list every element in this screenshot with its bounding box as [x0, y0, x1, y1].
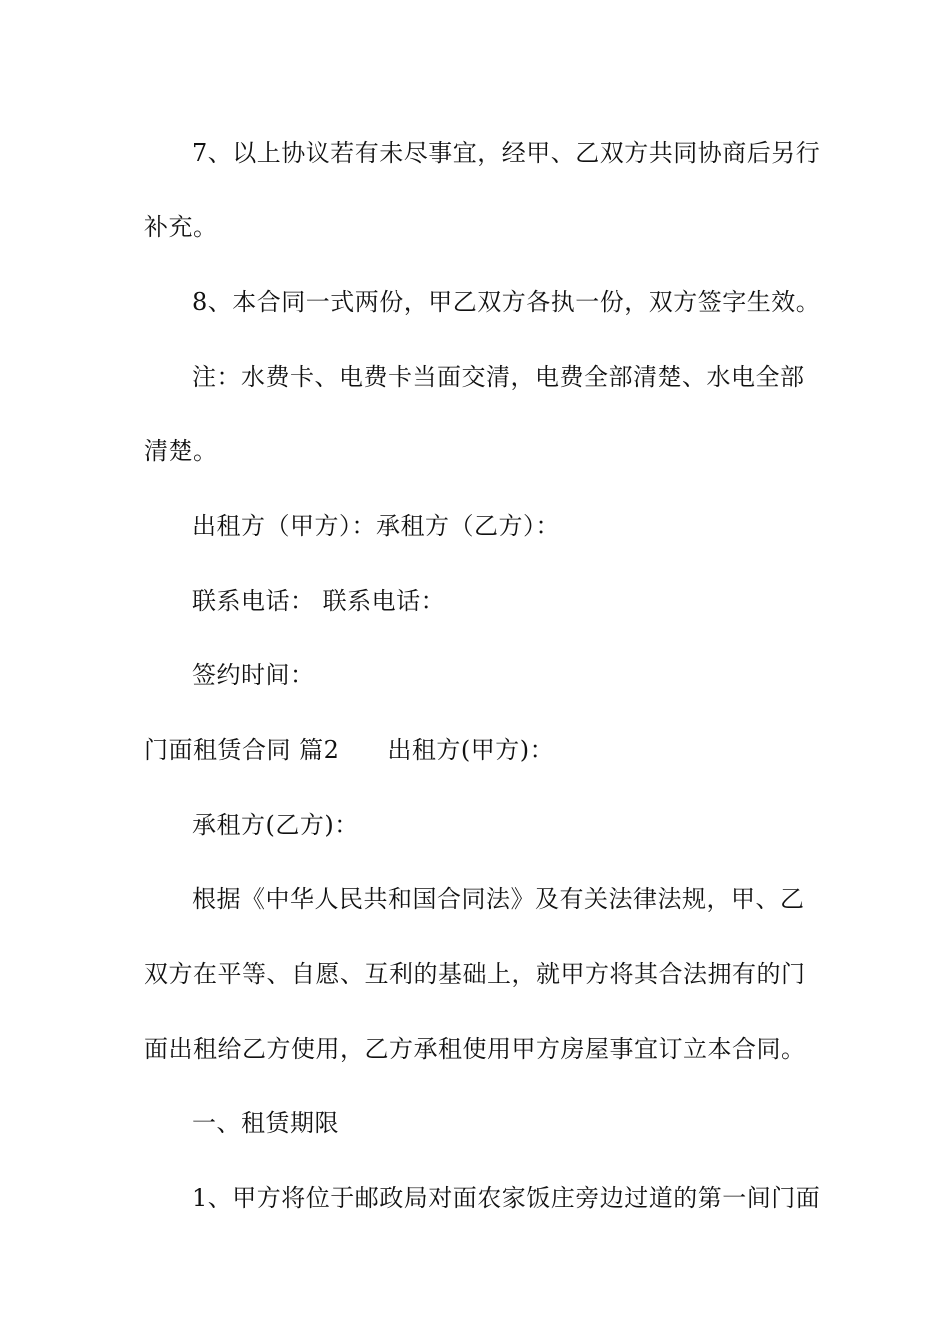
section-1-clause-1: 1、甲方将位于邮政局对面农家饭庄旁边过道的第一间门面: [192, 1184, 821, 1212]
contract-2-title: 门面租赁合同 篇2: [144, 736, 340, 764]
parties-signature-line: 出租方（甲方）：承租方（乙方）：: [192, 512, 560, 540]
clause-7-line-1: 7、以上协议若有未尽事宜，经甲、乙双方共同协商后另行: [192, 139, 821, 167]
lessor-label: 出租方(甲方)：: [387, 736, 555, 764]
contract-2-heading-row: [144, 735, 554, 765]
preamble-line-1: 根据《中华人民共和国合同法》及有关法律法规，甲、乙: [192, 885, 805, 913]
signing-date-line: 签约时间：: [192, 661, 315, 689]
clause-7-line-2: 补充。: [144, 213, 218, 241]
note-line-1: 注：水费卡、电费卡当面交清，电费全部清楚、水电全部: [192, 363, 805, 391]
note-line-2: 清楚。: [144, 437, 218, 465]
clause-8: 8、本合同一式两份，甲乙双方各执一份，双方签字生效。: [192, 288, 821, 316]
lessee-label: 承租方(乙方)：: [192, 811, 359, 839]
preamble-line-3: 面出租给乙方使用，乙方承租使用甲方房屋事宜订立本合同。: [144, 1035, 806, 1063]
preamble-line-2: 双方在平等、自愿、互利的基础上，就甲方将其合法拥有的门: [144, 960, 806, 988]
section-1-heading: 一、租赁期限: [192, 1109, 339, 1137]
contact-phone-line: 联系电话： 联系电话：: [192, 587, 446, 615]
